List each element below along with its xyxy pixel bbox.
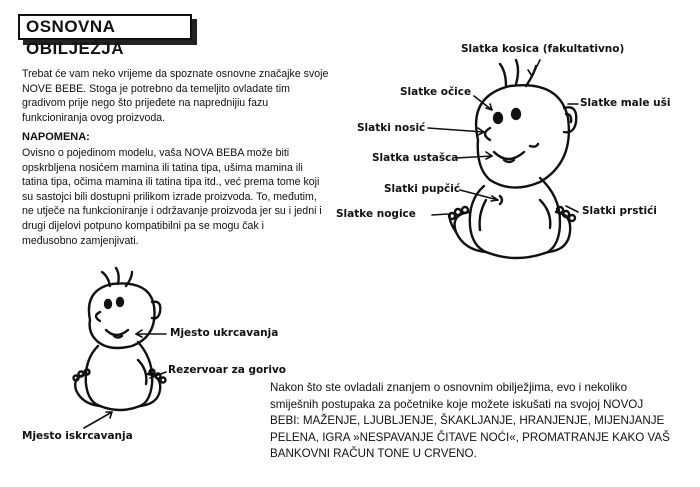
label-kosica: Slatka kosica (fakultativno) <box>461 43 625 55</box>
label-ustasca: Slatka ustašca <box>372 152 459 164</box>
label-nosic: Slatki nosić <box>357 122 426 134</box>
note-paragraph: Ovisno o pojedinom modelu, vaša NOVA BEBA može biti opskrbljena nosićem mamina ili tatina tipa, ušima mamina ili tatina tipa, očima mamina ili tatina tipa itd., već prema tome koji su sastojci bili dostupni prilikom izrade proizvoda. To, međutim, ne utječe na funkcioniranje i održavanje proizvoda jer su i jedni i drugi dijelovi potpuno kompatibilni pa se mogu čak i međusobno zamjenjivati. <box>22 147 322 247</box>
label-usi: Slatke male uši <box>580 97 671 109</box>
label-prstici: Slatki prstići <box>582 205 657 217</box>
small-baby-drawing <box>74 268 166 410</box>
label-nogice: Slatke nogice <box>336 208 416 220</box>
intro-paragraph: Trebat će vam neko vrijeme da spoznate osnovne značajke svoje NOVE BEBE. Stoga je potrebno da temeljito ovladate tim gradivom prije nego što prijeđete na naprednijiu fazu funkcioniranja ovog proizvoda. <box>22 68 329 124</box>
bottom-paragraph: Nakon što ste ovladali znanjem o osnovnim obilježjima, evo i nekoliko smiješnih postupaka za početnike koje možete iskušati na svojoj NOVOJ BEBI: MAŽENJE, LJUBLJENJE, ŠKAKLJANJE, HRANJENJE, MIJENJANJE PELENA, IGRA »NESPAVANJE ČITAVE NOĆI«, PROMATRANJE KAKO VAŠ BANKOVNI RAČUN TONE U CRVENO. <box>270 381 670 461</box>
label-iskrcavanje: Mjesto iskrcavanja <box>22 430 133 442</box>
page-title: OSNOVNA OBILJEŽJA <box>18 14 192 40</box>
label-ukrcavanje: Mjesto ukrcavanja <box>170 327 279 339</box>
small-baby-pointers <box>84 330 166 428</box>
label-pupcic: Slatki pupčić <box>384 183 461 195</box>
label-rezervoar: Rezervoar za gorivo <box>168 364 287 376</box>
note-heading: NAPOMENA: <box>22 131 90 143</box>
label-ocice: Slatke očice <box>400 86 472 98</box>
